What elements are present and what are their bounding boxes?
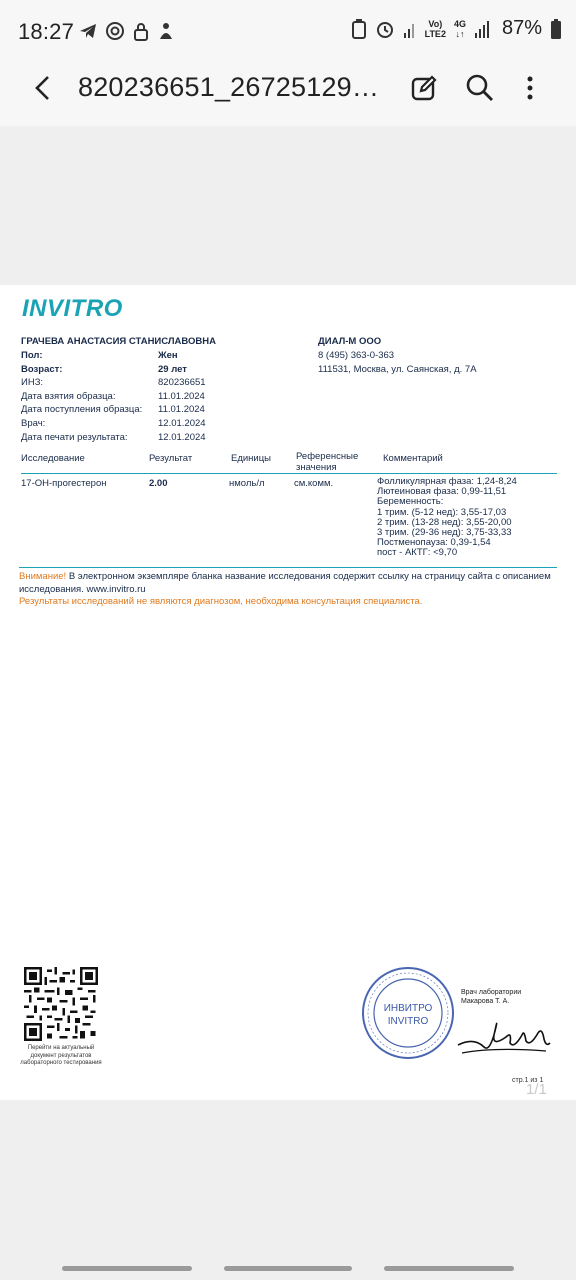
qr-code[interactable]: [24, 967, 98, 1041]
result-units: нмоль/л: [229, 478, 265, 489]
lab-address: 111531, Москва, ул. Саянская, д. 7А: [318, 363, 477, 375]
status-right-icons: [351, 17, 562, 40]
patient-field: ИНЗ: 820236651: [21, 377, 206, 389]
app-bar: [0, 64, 576, 126]
qr-caption: Перейти на актуальный документ результатов лабораторного тестирования: [20, 1045, 102, 1066]
lock-icon: [132, 21, 150, 41]
doctor-info: Врач лаборатории Макарова Т. А.: [461, 989, 522, 1005]
header-test: Исследование: [21, 453, 85, 464]
lab-stamp-icon: [360, 965, 456, 1061]
data-label: 4G ↓↑: [453, 18, 466, 39]
signal-2-icon: [474, 19, 490, 39]
status-time: 18:27: [18, 19, 75, 44]
status-left-icons: [78, 21, 175, 41]
result-comments: Фолликулярная фаза: 1,24-8,24 Лютеиновая фаза: 0,99-11,51 Беременность: 1 трим. (5-12 нед): 3,55-17,03 2 трим. (13-28 нед): 3,55-20,00 3 трим. (29-36 нед): 3,75-33,33 Постменопауза: 0,39-1,54 пост - АКТГ: <9,70: [377, 476, 517, 559]
warning-text: В электронном экземпляре бланка название исследования содержит ссылку на страницу сайта с описанием исследования.: [19, 571, 551, 595]
patient-field: Пол: Жен: [21, 350, 178, 361]
result-value: 2.00: [149, 478, 168, 489]
results-table-header: [21, 452, 557, 474]
header-result: Результат: [149, 453, 193, 464]
signal-1-icon: [403, 19, 417, 39]
header-comment: Комментарий: [383, 453, 443, 464]
document-page[interactable]: [0, 285, 576, 1100]
nav-handle-left[interactable]: [62, 1266, 192, 1271]
lab-phone: 8 (495) 363-0-363: [318, 350, 395, 361]
telegram-icon: [78, 21, 98, 41]
battery-saver-icon: [351, 18, 367, 40]
result-reference: см.комм.: [294, 478, 334, 489]
patient-field: Возраст: 29 лет: [21, 363, 187, 375]
warning-label: Внимание!: [19, 571, 67, 582]
notice: [19, 571, 564, 609]
alarm-icon: [375, 18, 395, 40]
patient-info: [21, 335, 271, 444]
patient-name: ГРАЧЕВА АНАСТАСИЯ СТАНИСЛАВОВНА: [21, 336, 217, 347]
back-arrow-icon[interactable]: [30, 74, 58, 102]
invitro-logo: INVITRO: [22, 295, 123, 322]
disclaimer: Результаты исследований не являются диагнозом, необходима консультация специалиста.: [19, 596, 423, 607]
invitro-link[interactable]: www.invitro.ru: [86, 583, 146, 595]
lab-name: ДИАЛ-М ООО: [318, 336, 382, 347]
lab-info: [318, 335, 558, 376]
nav-handle-right[interactable]: [384, 1266, 514, 1271]
divider: [19, 567, 557, 568]
patient-field: Врач: 12.01.2024: [21, 417, 206, 429]
stamp-line1: ИНВИТРО: [383, 1003, 433, 1014]
stamp-line2: INVITRO: [387, 1016, 429, 1027]
patient-field: Дата печати результата: 12.01.2024: [21, 431, 206, 443]
patient-field: Дата взятия образца: 11.01.2024: [21, 390, 205, 402]
search-icon[interactable]: [464, 72, 496, 104]
app-icon: [157, 21, 175, 41]
network-label: Vo) LTE2: [424, 18, 446, 39]
more-vert-icon[interactable]: [514, 72, 546, 104]
battery-icon: [550, 18, 562, 40]
header-units: Единицы: [231, 453, 272, 464]
battery-percent: 87%: [501, 17, 542, 39]
edit-icon[interactable]: [408, 72, 440, 104]
patient-field: Дата поступления образца: 11.01.2024: [21, 404, 205, 416]
header-reference: Референсные значения: [296, 451, 359, 473]
page-label: стр.1 из 1: [512, 1077, 544, 1084]
at-icon: [105, 21, 125, 41]
signature-icon: [454, 1007, 554, 1057]
page-counter: 1/1: [526, 1081, 547, 1098]
document-title: 820236651_26725129…: [78, 72, 380, 102]
status-bar: [0, 0, 576, 64]
nav-handle-center[interactable]: [224, 1266, 352, 1271]
test-name-link[interactable]: 17-ОН-прогестерон: [21, 478, 107, 489]
